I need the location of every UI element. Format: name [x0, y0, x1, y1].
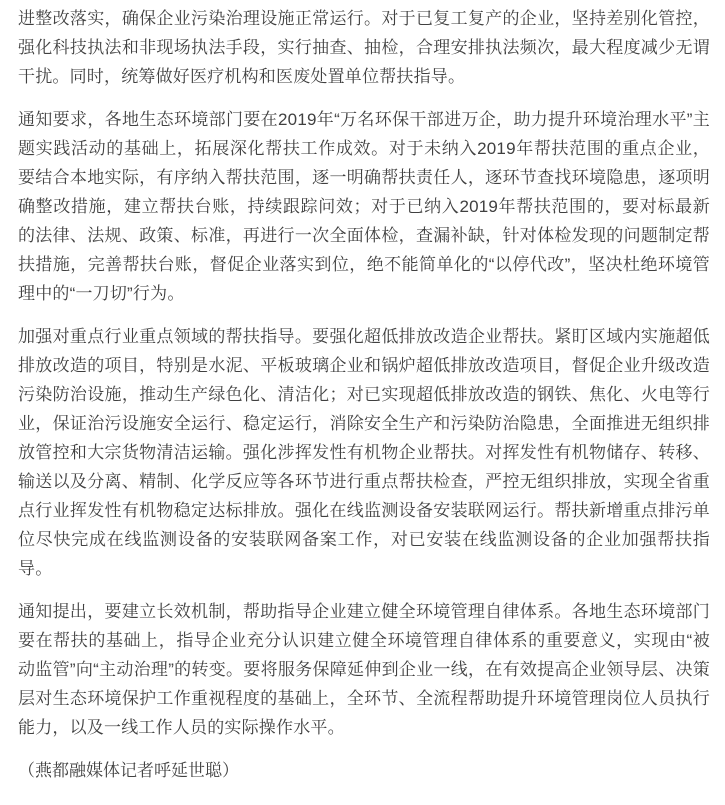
article-paragraph-4: 通知提出，要建立长效机制，帮助指导企业建立健全环境管理自律体系。各地生态环境部门要在帮扶的基础上，指导企业充分认识建立健全环境管理自律体系的重要意义，实现由“被动监管”向“主动治理”的转变。要将服务保障延伸到企业一线，在有效提高企业领导层、决策层对生态环境保护工作重视程度的基础上，全环节、全流程帮助提升环境管理岗位人员执行能力，以及一线工作人员的实际操作水平。 [18, 602, 710, 737]
article-paragraph-3: 加强对重点行业重点领域的帮扶指导。要强化超低排放改造企业帮扶。紧盯区域内实施超低排放改造的项目，特别是水泥、平板玻璃企业和锅炉超低排放改造项目，督促企业升级改造污染防治设施，推动生产绿色化、清洁化；对已实现超低排放改造的钢铁、焦化、火电等行业，保证治污设施安全运行、稳定运行，消除安全生产和污染防治隐患，全面推进无组织排放管控和大宗货物清洁运输。强化涉挥发性有机物企业帮扶。对挥发性有机物储存、转移、输送以及分离、精制、化学反应等各环节进行重点帮扶检查，严控无组织排放，实现全省重点行业挥发性有机物稳定达标排放。强化在线监测设备安装联网运行。帮扶新增重点排污单位尽快完成在线监测设备的安装联网备案工作，对已安装在线监测设备的企业加强帮扶指导。 [18, 327, 710, 578]
article-paragraph-2: 通知要求，各地生态环境部门要在2019年“万名环保干部进万企，助力提升环境治理水平”主题实践活动的基础上，拓展深化帮扶工作成效。对于未纳入2019年帮扶范围的重点企业，要结合本地实际，有序纳入帮扶范围，逐一明确帮扶责任人，逐环节查找环境隐患，逐项明确整改措施，建立帮扶台账，持续跟踪问效；对于已纳入2019年帮扶范围的，要对标最新的法律、法规、政策、标准，再进行一次全面体检，查漏补缺，针对体检发现的问题制定帮扶措施，完善帮扶台账，督促企业落实到位，绝不能简单化的“以停代改”，坚决杜绝环境管理中的“一刀切”行为。 [18, 110, 710, 303]
reporter-byline: （燕都融媒体记者呼延世聪） [18, 761, 239, 780]
article-paragraph-1: 进整改落实，确保企业污染治理设施正常运行。对于已复工复产的企业，坚持差别化管控，强化科技执法和非现场执法手段，实行抽查、抽检，合理安排执法频次，最大程度减少无谓干扰。同时，统筹做好医疗机构和医废处置单位帮扶指导。 [18, 9, 710, 86]
